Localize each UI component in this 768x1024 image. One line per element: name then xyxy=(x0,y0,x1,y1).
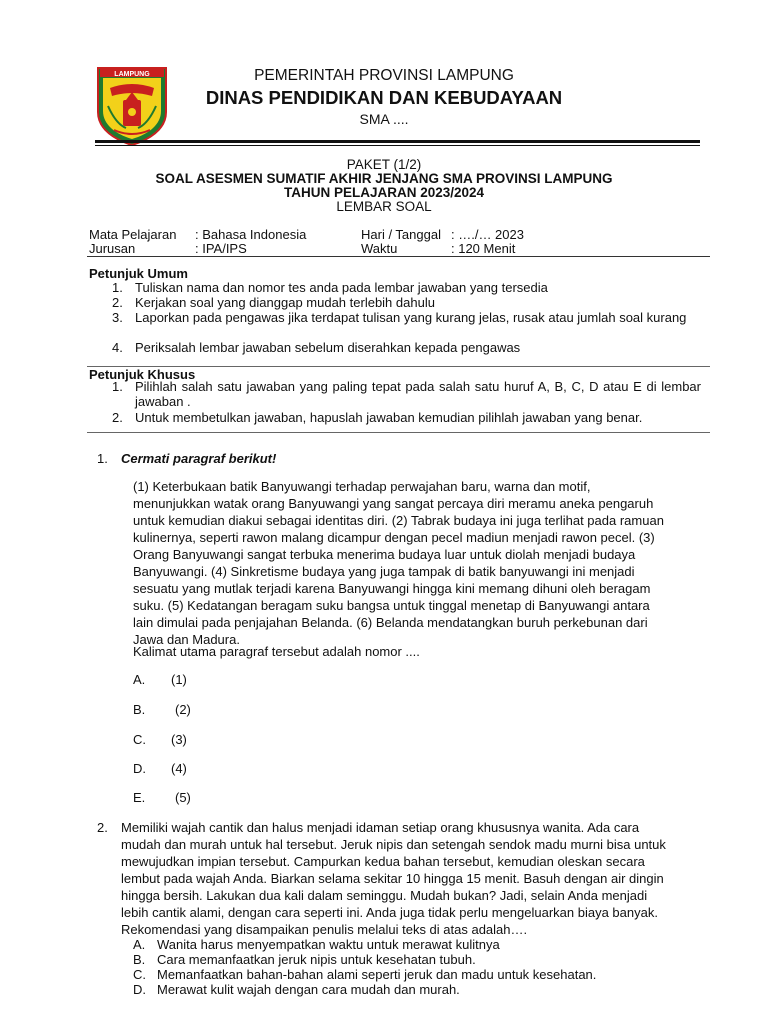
special-item-text: Untuk membetulkan jawaban, hapuslah jawaban kemudian pilihlah jawaban yang benar. xyxy=(135,410,643,425)
general-item-text: Kerjakan soal yang dianggap mudah terlebih dahulu xyxy=(135,295,435,310)
letterhead-government: PEMERINTAH PROVINSI LAMPUNG xyxy=(254,67,514,84)
paragraph-line: kulinernya, seperti rawon malang dicampur dengan pecel madiun menjadi rawon pecel. (3) xyxy=(133,530,655,545)
paragraph-line: Memiliki wajah cantik dan halus menjadi idaman setiap orang khususnya wanita. Ada cara xyxy=(121,820,640,835)
general-item-number: 3. xyxy=(112,310,123,325)
general-item-number: 1. xyxy=(112,280,123,295)
general-item-text: Periksalah lembar jawaban sebelum diserahkan kepada pengawas xyxy=(135,340,521,355)
option-letter: A. xyxy=(133,672,146,687)
paragraph-line: hingga bersih. Lakukan dua kali dalam seminggu. Mudah bukan? Jadi, selain Anda menjadi xyxy=(121,888,648,903)
paragraph-line: untuk kemudian diakui sebagai identitas diri. (2) Tabrak budaya ini juga terlihat pada ramuan xyxy=(133,513,664,528)
question-instruction: Cermati paragraf berikut! xyxy=(121,451,277,466)
general-item-text: Laporkan pada pengawas jika terdapat tulisan yang kurang jelas, rusak atau jumlah soal kurang xyxy=(135,310,687,325)
major-value: : IPA/IPS xyxy=(195,241,247,256)
general-instructions-title: Petunjuk Umum xyxy=(89,266,188,281)
date-value: : …./… 2023 xyxy=(451,227,524,242)
option-letter: B. xyxy=(133,952,146,967)
option-letter: B. xyxy=(133,702,146,717)
logo-banner: LAMPUNG xyxy=(114,71,150,78)
option-text: (2) xyxy=(175,702,191,717)
special-instructions-title: Petunjuk Khusus xyxy=(89,367,196,382)
option-letter: C. xyxy=(133,732,146,747)
question-2-paragraph xyxy=(121,819,716,921)
paragraph-line: mudah dan murah untuk hal tersebut. Jeruk nipis dan setengah sendok madu murni bisa untuk xyxy=(121,837,666,852)
letterhead-school: SMA .... xyxy=(359,111,409,127)
paragraph-line: lebih cantik alami, dengan cara seperti ini. Anda juga tidak perlu mengeluarkan biaya banyak. xyxy=(121,905,658,920)
general-item-number: 2. xyxy=(112,295,123,310)
option-text: (1) xyxy=(171,672,187,687)
date-label: Hari / Tanggal xyxy=(361,227,441,242)
question-number: 1. xyxy=(97,451,108,466)
option-text: (4) xyxy=(171,761,187,776)
paragraph-line: Jawa dan Madura. xyxy=(133,632,240,647)
option-text: Memanfaatkan bahan-bahan alami seperti jeruk dan madu untuk kesehatan. xyxy=(157,967,597,982)
option-letter: A. xyxy=(133,937,146,952)
exam-title: SOAL ASESMEN SUMATIF AKHIR JENJANG SMA PROVINSI LAMPUNG xyxy=(155,171,613,186)
paragraph-line: suku. (5) Kedatangan beragam suku bangsa untuk tinggal menetap di Banyuwangi antara xyxy=(133,598,650,613)
special-divider xyxy=(87,432,710,433)
time-value: : 120 Menit xyxy=(451,241,516,256)
info-divider xyxy=(87,256,710,257)
general-item-number: 4. xyxy=(112,340,123,355)
option-text: (5) xyxy=(175,790,191,805)
option-letter: C. xyxy=(133,967,146,982)
option-text: (3) xyxy=(171,732,187,747)
general-item-text: Tuliskan nama dan nomor tes anda pada lembar jawaban yang tersedia xyxy=(135,280,548,295)
paragraph-line: sesuatu yang mutlak terjadi karena Banyuwangi hingga kini memang dihuni oleh beragam xyxy=(133,581,651,596)
question-number: 2. xyxy=(97,820,108,835)
special-item-number: 1. xyxy=(112,379,123,394)
question-2-prompt: Rekomendasi yang disampaikan penulis melalui teks di atas adalah…. xyxy=(121,922,528,937)
time-label: Waktu xyxy=(361,241,398,256)
paragraph-line: Orang Banyuwangi sangat terbuka menerima budaya luar untuk diolah menjadi budaya xyxy=(133,547,636,562)
option-letter: E. xyxy=(133,790,146,805)
package-label: PAKET (1/2) xyxy=(346,157,422,172)
paragraph-line: lain dimulai pada penjajahan Belanda. (6) Belanda mendatangkan buruh perkebunan dari xyxy=(133,615,648,630)
paragraph-line: (1) Keterbukaan batik Banyuwangi terhadap perwajahan baru, warna dan motif, xyxy=(133,479,591,494)
academic-year: TAHUN PELAJARAN 2023/2024 xyxy=(283,185,485,200)
option-letter: D. xyxy=(133,982,146,997)
letterhead-agency: DINAS PENDIDIKAN DAN KEBUDAYAAN xyxy=(205,87,563,108)
paragraph-line: Banyuwangi. (4) Sinkretisme budaya yang juga tampak di batik banyuwangi ini menjadi xyxy=(133,564,635,579)
sheet-label: LEMBAR SOAL xyxy=(336,199,432,214)
subject-value: : Bahasa Indonesia xyxy=(195,227,307,242)
letterhead-rule-thin xyxy=(95,145,700,146)
subject-label: Mata Pelajaran xyxy=(89,227,177,242)
special-item-text: Pilihlah salah satu jawaban yang paling tepat pada salah satu huruf A, B, C, D atau E di lembar jawaban . xyxy=(135,379,701,409)
major-label: Jurusan xyxy=(89,241,136,256)
question-1-paragraph xyxy=(133,478,713,648)
paragraph-line: mewujudkan impian tersebut. Campurkan kedua bahan tersebut, kemudian oleskan secara xyxy=(121,854,645,869)
option-text: Wanita harus menyempatkan waktu untuk merawat kulitnya xyxy=(157,937,500,952)
option-text: Cara memanfaatkan jeruk nipis untuk kesehatan tubuh. xyxy=(157,952,476,967)
option-text: Merawat kulit wajah dengan cara mudah dan murah. xyxy=(157,982,460,997)
paragraph-line: menunjukkan watak orang Banyuwangi yang sangat percaya diri meramu aneka pengaruh xyxy=(133,496,654,511)
question-1-prompt: Kalimat utama paragraf tersebut adalah nomor .... xyxy=(133,644,420,659)
option-letter: D. xyxy=(133,761,146,776)
paragraph-line: lembut pada wajah Anda. Biarkan selama sekitar 10 hingga 15 menit. Basuh dengan air dingin xyxy=(121,871,664,886)
letterhead-rule-thick xyxy=(95,140,700,143)
special-item-number: 2. xyxy=(112,410,123,425)
